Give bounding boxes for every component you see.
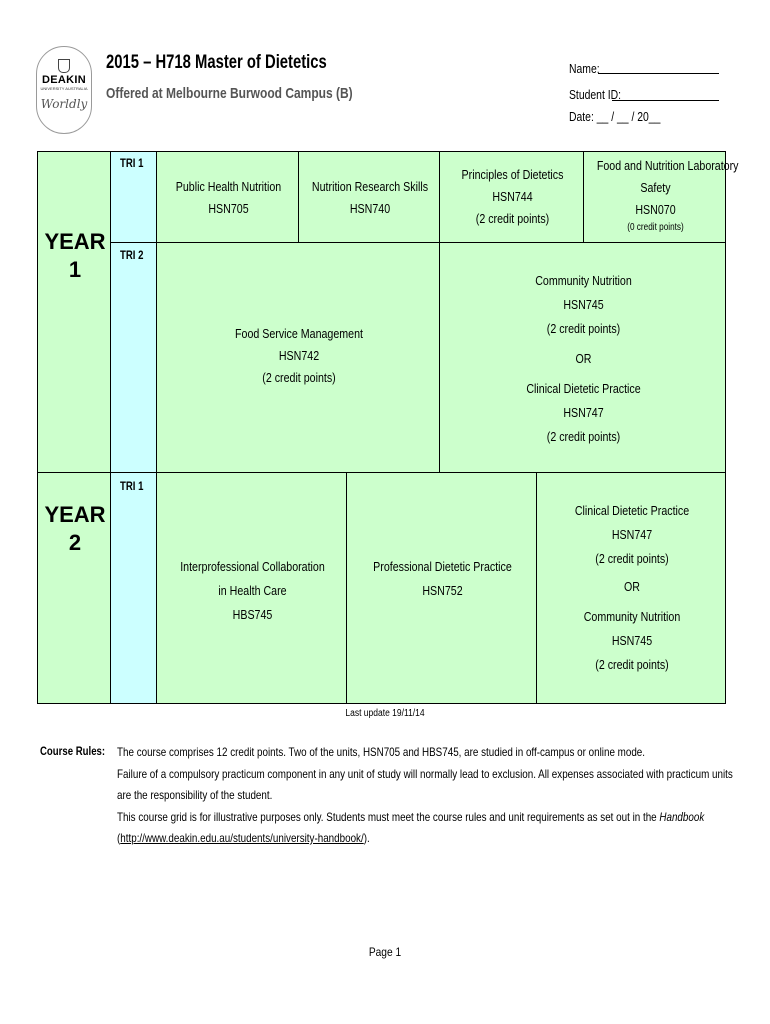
unit-cell-hsn740: [298, 151, 440, 243]
unit-text: Nutrition Research Skills HSN740: [311, 179, 429, 216]
unit-text: Interprofessional Collaboration in Health Care HBS745: [180, 559, 325, 622]
logo-tagline: Worldly: [40, 97, 88, 111]
unit-text: Professional Dietetic Practice HSN752: [373, 559, 512, 598]
unit-cell-hsn742: [156, 242, 440, 473]
unit-cell-hsn744: [439, 151, 584, 243]
unit-text: Principles of Dietetics HSN744 (2 credit points): [461, 167, 564, 226]
rule-1: The course comprises 12 credit points. Two of the units, HSN705 and HBS745, are studied in off-campus or online mode.: [117, 745, 646, 759]
unit-text: Food and Nutrition Laboratory Safety HSN070 (0 credit points): [596, 158, 739, 233]
name-label: Name:: [569, 61, 600, 76]
course-rules-text: [117, 742, 740, 850]
tri-label: TRI 1: [120, 479, 144, 493]
unit-cell-hsn705: [156, 151, 299, 243]
rule-2: Failure of a compulsory practicum component in any unit of study will normally lead to exclusion. All expenses associated with practicum units are the responsibility of the student.: [117, 766, 733, 802]
unit-text: Community Nutrition HSN745 (2 credit points) OR Clinical Dietetic Practice HSN747 (2 credit points): [526, 273, 641, 444]
handbook-link[interactable]: http://www.deakin.edu.au/students/university-handbook/: [120, 831, 364, 845]
year1-label: YEAR 1: [44, 229, 106, 282]
year2-tri-column: [110, 472, 157, 704]
unit-text: Clinical Dietetic Practice HSN747 (2 credit points) OR Community Nutrition HSN745 (2 credit points): [574, 503, 690, 672]
logo-name: DEAKIN: [42, 74, 86, 86]
unit-cell-hsn752: [346, 472, 537, 704]
rule-3-link-line: (http://www.deakin.edu.au/students/university-handbook/).: [117, 831, 370, 845]
unit-cell-hsn070: [583, 151, 739, 243]
unit-cell-hsn747-or-hsn745: [536, 472, 726, 704]
rule-3: This course grid is for illustrative purposes only. Students must meet the course rules and unit requirements as set out in the Handbook: [117, 809, 705, 824]
last-update: Last update 19/11/14: [345, 708, 425, 719]
deakin-logo: [36, 46, 92, 134]
page-title: 2015 – H718 Master of Dietetics: [106, 52, 327, 73]
logo-sub: UNIVERSITY AUSTRALIA: [40, 86, 88, 91]
tri-label: TRI 1: [120, 156, 144, 170]
unit-text: Public Health Nutrition HSN705: [175, 179, 282, 216]
crest-icon: [58, 59, 70, 73]
student-id-field[interactable]: [612, 100, 719, 101]
unit-cell-hsn745-or-hsn747: [439, 242, 726, 473]
page-number: Page 1: [368, 945, 402, 959]
course-rules-label: Course Rules:: [40, 744, 106, 758]
year2-label: YEAR 2: [44, 502, 106, 555]
page-subtitle: Offered at Melbourne Burwood Campus (B): [106, 85, 353, 102]
student-id-label: Student ID:: [569, 87, 622, 102]
tri-divider: [110, 242, 157, 243]
name-field[interactable]: [598, 73, 719, 74]
unit-text: Food Service Management HSN742 (2 credit points): [235, 326, 363, 385]
date-label: Date: __ / __ / 20__: [569, 109, 661, 124]
year1-tri-column: [110, 151, 157, 473]
tri-label: TRI 2: [120, 248, 144, 262]
unit-cell-hbs745: [156, 472, 347, 704]
